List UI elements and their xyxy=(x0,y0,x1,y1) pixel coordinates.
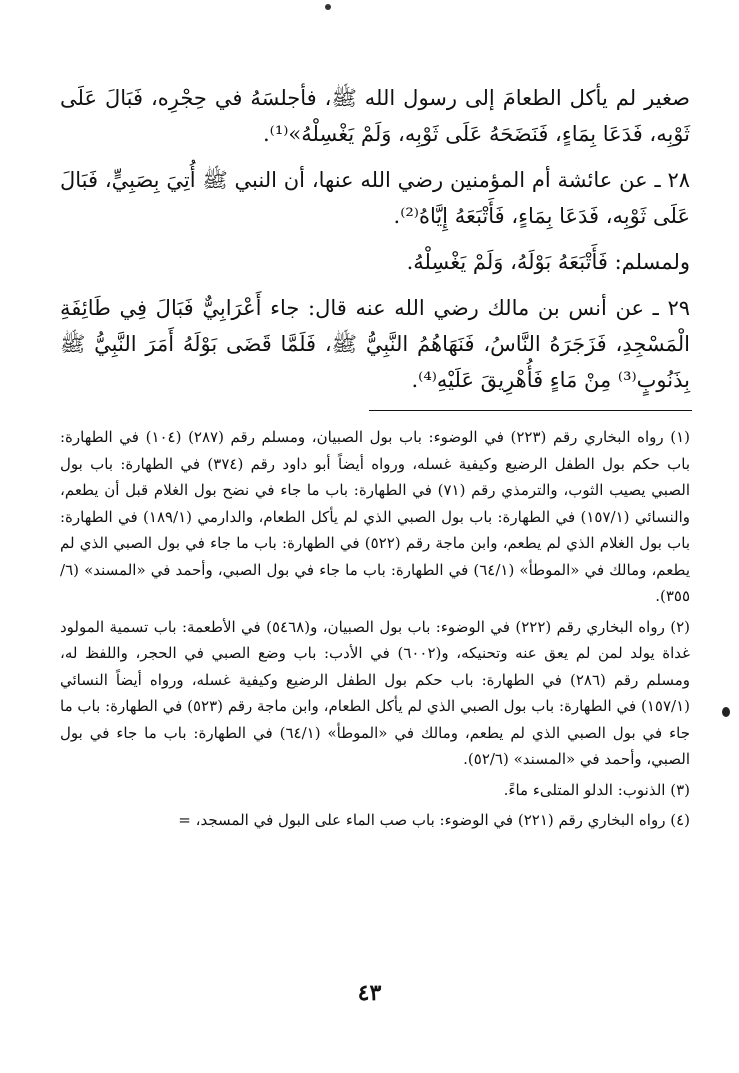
footnotes xyxy=(60,424,690,838)
print-mark xyxy=(325,4,331,10)
hadith-28: ٢٨ ـ عن عائشة أم المؤمنين رضي الله عنها، أن النبي ﷺ أُتِيَ بِصَبِيٍّ، فَبَالَ عَلَى ثَوْبِه، فَدَعَا بِمَاءٍ، فَأَتْبَعَهُ إِيَّاهُ⁽²⁾. xyxy=(60,168,690,228)
hadith-29: ٢٩ ـ عن أنس بن مالك رضي الله عنه قال: جاء أَعْرَابِيٌّ فَبَالَ فِي طَائِفَةِ الْمَسْجِدِ، فَزَجَرَهُ النَّاسُ، فَنَهَاهُمُ النَّبِيُّ ﷺ، فَلَمَّا قَضَى بَوْلَهُ أَمَرَ النَّبِيُّ ﷺ بِذَنُوبٍ⁽³⁾ مِنْ مَاءٍ فَأُهْرِيقَ عَلَيْهِ⁽⁴⁾. xyxy=(60,296,690,392)
paragraph: ولمسلم: فَأَتْبَعَهُ بَوْلَهُ، وَلَمْ يَغْسِلْهُ. xyxy=(406,250,690,274)
page-number: ٤٣ xyxy=(357,980,382,1006)
main-text xyxy=(60,80,690,408)
footnote: (٢) رواه البخاري رقم (٢٢٢) في الوضوء: باب بول الصبيان، و(٥٤٦٨) في الأطعمة: باب تسمية المولود غداة يولد لمن لم يعق عنه وتحنيكه، و(٦٠٠٢) في الأدب: باب وضع الصبي في الحجر، واللفظ له، ومسلم رقم (٢٨٦) في الطهارة: باب حكم بول الطفل الرضيع وكيفية غسله، ورواه أيضاً النسائي (١٥٧/١) في الطهارة: باب بول الصبي الذي لم يأكل الطعام، وابن ماجة رقم (٥٢٣) في الطهارة: باب ما جاء في بول الصبي الذي لم يطعم، ومالك في «الموطأ» (٦٤/١) في الطهارة: باب ما جاء في بول الصبي، وأحمد في «المسند» (٥٢/٦). xyxy=(60,617,691,768)
print-mark xyxy=(722,707,730,717)
footnote-separator xyxy=(369,410,692,411)
footnote: (١) رواه البخاري رقم (٢٢٣) في الوضوء: باب بول الصبيان، ومسلم رقم (٢٨٧) (١٠٤) في الطهارة: باب حكم بول الطفل الرضيع وكيفية غسله، ورواه أيضاً أبو داود رقم (٣٧٤) في الطهارة: باب بول الصبي يصيب الثوب، والترمذي رقم (٧١) في الطهارة: باب ما جاء في نضح بول الغلام قبل أن يطعم، والنسائي (١٥٧/١) في الطهارة: باب بول الصبي الذي لم يأكل الطعام، والدارمي (١٨٩/١) في الطهارة: باب بول الغلام الذي لم يطعم، وابن ماجة رقم (٥٢٢) في الطهارة: باب ما جاء في بول الصبي الذي لم يطعم، ومالك في «الموطأ» (٦٤/١) في الطهارة: باب ما جاء في بول الصبي، وأحمد في «المسند» (٦/ ٣٥٥). xyxy=(60,428,690,605)
footnote: (٣) الذنوب: الدلو المتلىء ماءً. xyxy=(503,780,690,799)
footnote: (٤) رواه البخاري رقم (٢٢١) في الوضوء: باب صب الماء على البول في المسجد، = xyxy=(178,811,690,829)
paragraph: صغير لم يأكل الطعامَ إلى رسول الله ﷺ، فأجلسَهُ في حِجْرِه، فَبَالَ عَلَى ثَوْبِه، فَدَعَا بِمَاءٍ، فَنَضَحَهُ عَلَى ثَوْبِه، وَلَمْ يَغْسِلْهُ»⁽¹⁾. xyxy=(60,86,690,146)
